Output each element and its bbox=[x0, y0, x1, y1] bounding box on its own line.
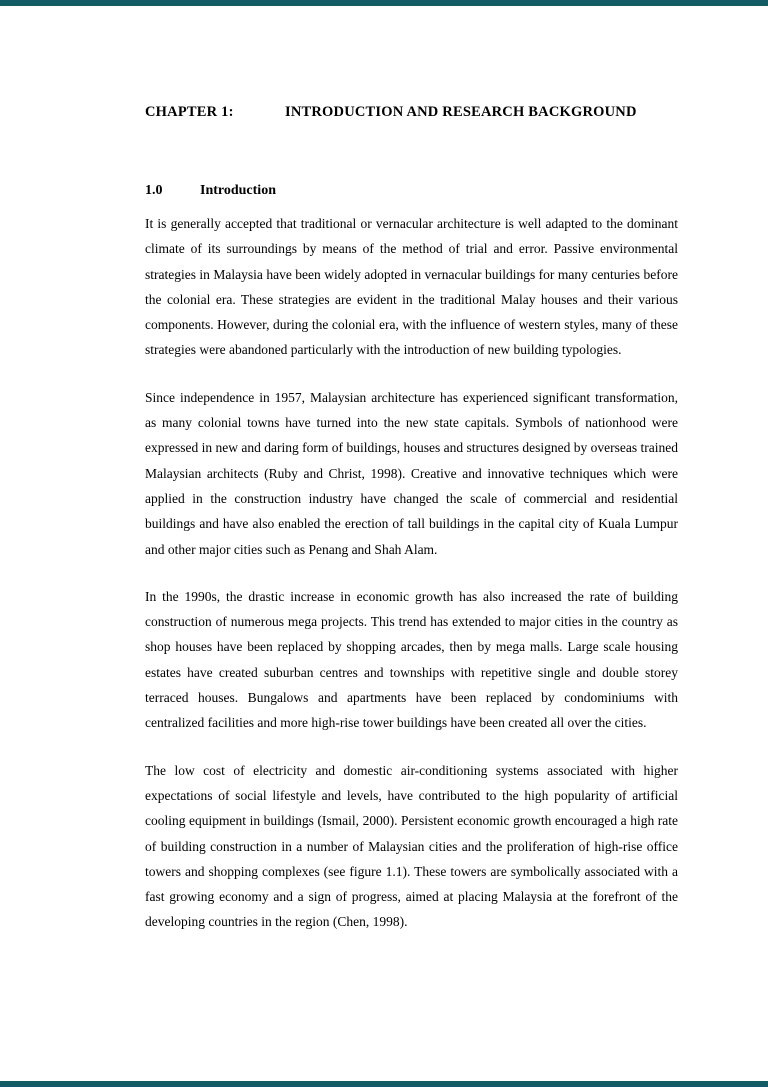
page-content bbox=[145, 104, 678, 935]
chapter-heading bbox=[145, 104, 678, 121]
section-number: 1.0 bbox=[145, 183, 163, 198]
chapter-title: INTRODUCTION AND RESEARCH BACKGROUND bbox=[285, 104, 637, 120]
section-title: Introduction bbox=[200, 183, 276, 198]
top-frame-bar bbox=[0, 0, 768, 6]
paragraph-independence-2: Since independence in 1957, Malaysian architecture has experienced significant transformation, as many colonial towns have turned into the new state capitals. Symbols of nationhood were expressed in new and daring form of buildings, houses and structures designed by overseas trained Malaysian architects (Ruby and Christ, 1998). Creative and innovative techniques which were applied in the construction industry have changed the scale of commercial and residential buildings and have also enabled the erection of tall buildings in the capital city of Kuala Lumpur and other major cities such as Penang and Shah Alam. bbox=[145, 389, 678, 557]
paragraph-introduction-1: It is generally accepted that traditional or vernacular architecture is well adapted to the dominant climate of its surroundings by means of the method of trial and error. Passive environmental strategies in Malaysia have been widely adopted in vernacular buildings for many centuries before the colonial era. These strategies are evident in the traditional Malay houses and their various components. However, during the colonial era, with the influence of western styles, many of these strategies were abandoned particularly with the introduction of new building typologies. bbox=[145, 216, 678, 358]
paragraph-electricity-cost-4: The low cost of electricity and domestic air-conditioning systems associated with higher expectations of social lifestyle and levels, have contributed to the high popularity of artificial cooling equipment in buildings (Ismail, 2000). Persistent economic growth encouraged a high rate of building construction in a number of Malaysian cities and the proliferation of high-rise office towers and shopping complexes (see figure 1.1). These towers are symbolically associated with a fast growing economy and a sign of progress, aimed at placing Malaysia at the forefront of the developing countries in the region (Chen, 1998). bbox=[145, 762, 678, 930]
bottom-frame-bar bbox=[0, 1081, 768, 1087]
body-text bbox=[145, 211, 678, 935]
paragraph-1990s-growth-3: In the 1990s, the drastic increase in economic growth has also increased the rate of building construction of numerous mega projects. This trend has extended to major cities in the country as shop houses have been replaced by shopping arcades, then by mega malls. Large scale housing estates have created suburban centres and townships with repetitive single and double storey terraced houses. Bungalows and apartments have been replaced by condominiums with centralized facilities and more high-rise tower buildings have been created all over the cities. bbox=[145, 588, 678, 731]
chapter-label: CHAPTER 1: bbox=[145, 104, 234, 120]
section-heading bbox=[145, 183, 678, 199]
